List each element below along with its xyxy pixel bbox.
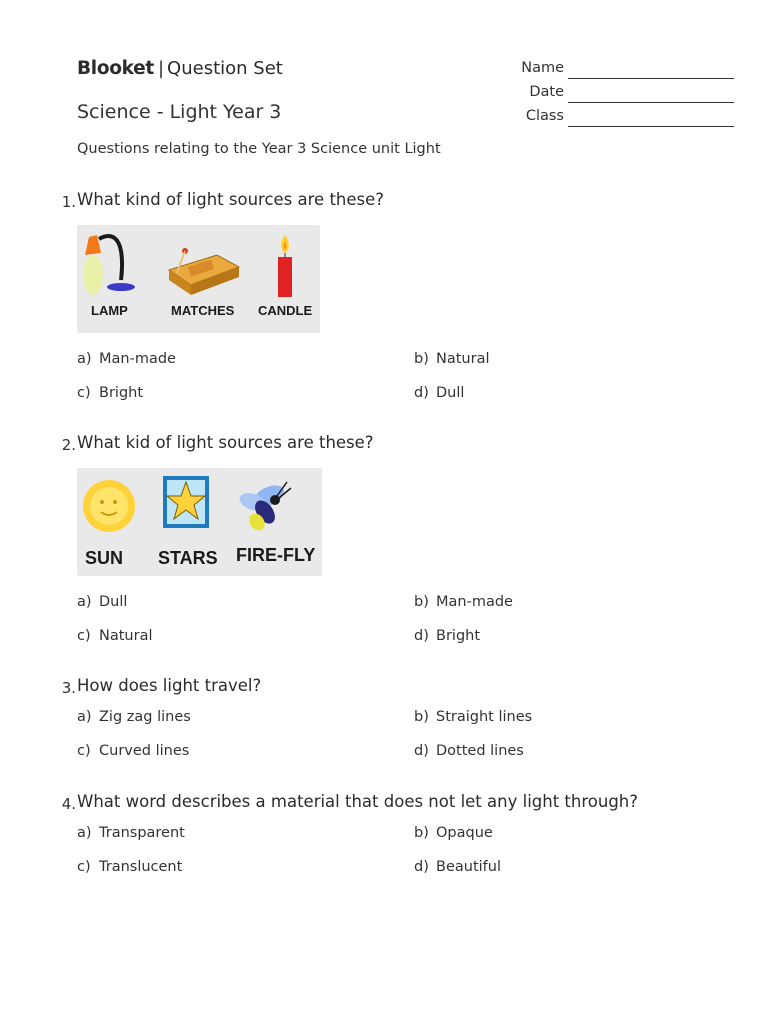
candle-icon: [278, 235, 292, 297]
caption-stars: STARS: [158, 548, 218, 568]
option-letter: b): [414, 351, 429, 367]
q1-option-c[interactable]: [77, 385, 143, 401]
q2-option-a[interactable]: [77, 594, 127, 610]
caption-matches: MATCHES: [171, 303, 235, 318]
option-text: Straight lines: [436, 709, 533, 725]
question-text: What kind of light sources are these?: [77, 190, 385, 209]
option-text: Opaque: [436, 825, 493, 841]
question-number: 1.: [61, 193, 76, 211]
header-separator: |: [157, 58, 165, 79]
question-number: 2.: [61, 436, 76, 454]
option-text: Beautiful: [436, 859, 501, 875]
q4-option-d[interactable]: [414, 859, 501, 875]
option-text: Transparent: [99, 825, 185, 841]
option-letter: c): [77, 385, 91, 401]
option-letter: d): [414, 385, 429, 401]
name-label: Name: [521, 60, 564, 76]
name-line[interactable]: [568, 78, 734, 79]
question-1-image: [77, 225, 320, 333]
caption-lamp: LAMP: [91, 303, 128, 318]
date-label: Date: [529, 84, 564, 100]
option-letter: d): [414, 628, 429, 644]
option-text: Dull: [99, 594, 128, 610]
q1-option-b[interactable]: [414, 351, 489, 367]
option-letter: c): [77, 743, 91, 759]
header-brand: [77, 58, 283, 79]
option-letter: b): [414, 594, 429, 610]
q3-option-b[interactable]: [414, 709, 532, 725]
option-letter: b): [414, 825, 429, 841]
q4-option-c[interactable]: [77, 859, 182, 875]
page-title: Science - Light Year 3: [77, 101, 282, 123]
question-text: What kid of light sources are these?: [77, 433, 374, 452]
header-subtitle: Question Set: [167, 58, 283, 79]
question-text: What word describes a material that does not let any light through?: [77, 792, 639, 811]
date-field[interactable]: [480, 84, 734, 106]
firefly-icon: [237, 481, 291, 533]
q4-option-a[interactable]: [77, 825, 185, 841]
q2-option-d[interactable]: [414, 628, 480, 644]
matches-icon: [169, 248, 239, 295]
option-text: Man-made: [99, 351, 176, 367]
option-text: Curved lines: [99, 743, 190, 759]
option-text: Dotted lines: [436, 743, 524, 759]
class-label: Class: [525, 108, 564, 124]
option-letter: a): [77, 351, 92, 367]
q3-option-a[interactable]: [77, 709, 191, 725]
option-letter: a): [77, 825, 92, 841]
name-field[interactable]: [480, 60, 734, 82]
q1-option-a[interactable]: [77, 351, 176, 367]
q2-option-c[interactable]: [77, 628, 152, 644]
option-text: Natural: [99, 628, 153, 644]
option-text: Zig zag lines: [99, 709, 191, 725]
q4-option-b[interactable]: [414, 825, 493, 841]
q3-option-d[interactable]: [414, 743, 524, 759]
option-text: Natural: [436, 351, 490, 367]
option-letter: d): [414, 743, 429, 759]
option-letter: a): [77, 594, 92, 610]
option-text: Translucent: [99, 859, 183, 875]
sun-icon: [83, 480, 135, 532]
option-text: Dull: [436, 385, 465, 401]
q2-option-b[interactable]: [414, 594, 513, 610]
stars-icon: [163, 476, 209, 528]
class-line[interactable]: [568, 126, 734, 127]
caption-candle: CANDLE: [258, 303, 313, 318]
question-2-image: [77, 468, 322, 576]
lamp-icon: [83, 235, 135, 295]
option-letter: c): [77, 628, 91, 644]
question-text: How does light travel?: [77, 676, 262, 695]
option-letter: b): [414, 709, 429, 725]
date-line[interactable]: [568, 102, 734, 103]
blooket-logo: Blooket: [77, 58, 154, 79]
option-letter: d): [414, 859, 429, 875]
q1-option-d[interactable]: [414, 385, 464, 401]
caption-sun: SUN: [85, 548, 124, 568]
question-number: 3.: [61, 679, 76, 697]
class-field[interactable]: [480, 108, 734, 130]
question-number: 4.: [61, 795, 76, 813]
page-description: Questions relating to the Year 3 Science unit Light: [77, 141, 441, 157]
option-text: Bright: [436, 628, 481, 644]
q3-option-c[interactable]: [77, 743, 189, 759]
option-text: Man-made: [436, 594, 513, 610]
caption-firefly: FIRE-FLY: [236, 545, 316, 565]
option-letter: c): [77, 859, 91, 875]
option-letter: a): [77, 709, 92, 725]
option-text: Bright: [99, 385, 144, 401]
